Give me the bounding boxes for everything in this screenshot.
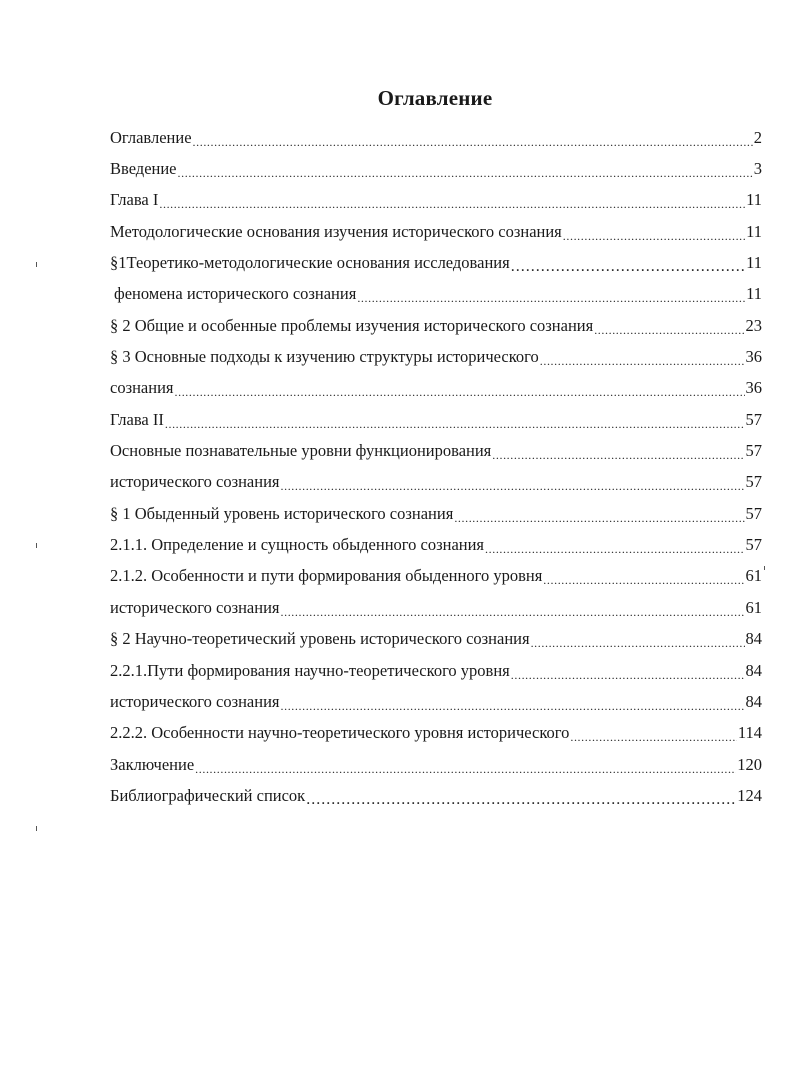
toc-entry-page: 84 [745, 691, 762, 711]
dot-leader [540, 350, 745, 370]
toc-entry-page: 124 [737, 785, 762, 805]
dot-leader [159, 193, 745, 213]
toc-entry-title: исторического сознания [110, 597, 280, 617]
toc-entry-title: Глава I [110, 190, 159, 210]
dot-leader [594, 319, 744, 339]
toc-entry-page: 61 [745, 597, 762, 617]
dot-leader [492, 444, 744, 464]
toc-entry-page: 36 [745, 378, 762, 398]
toc-entry [110, 592, 762, 623]
page-title: Оглавление [377, 86, 493, 110]
scan-artifact [36, 262, 37, 267]
toc-entry [110, 780, 762, 811]
dot-leader [195, 758, 736, 778]
toc-entry-title: исторического сознания [110, 691, 280, 711]
toc-entry-title: Основные познавательные уровни функционирования [110, 441, 492, 461]
dot-leader [357, 287, 745, 307]
toc-entry [110, 185, 762, 216]
toc-entry [110, 373, 762, 404]
toc-entry-title: 2.1.1. Определение и сущность обыденного сознания [110, 535, 485, 555]
toc-entry-page: 57 [745, 503, 762, 523]
toc-entry [110, 529, 762, 560]
toc-entry-page: 23 [745, 315, 762, 335]
toc-entry-title: исторического сознания [110, 472, 280, 492]
dot-leader [570, 726, 737, 746]
toc-entry [110, 216, 762, 247]
toc-entry-title: § 2 Общие и особенные проблемы изучения исторического сознания [110, 315, 594, 335]
toc-entry-page: 36 [745, 347, 762, 367]
toc-entry-page: 57 [745, 409, 762, 429]
toc-entry-title: сознания [110, 378, 174, 398]
toc-entry-page: 57 [745, 472, 762, 492]
toc-entry-title: 2.2.2. Особенности научно-теоретического уровня исторического [110, 723, 570, 743]
dot-leader [178, 162, 753, 182]
toc-entry [110, 153, 762, 184]
toc-entry-page: 57 [745, 535, 762, 555]
toc-entry-title: 2.1.2. Особенности и пути формирования обыденного уровня [110, 566, 543, 586]
dot-leader [531, 632, 745, 652]
dot-leader [306, 789, 736, 809]
toc-entry [110, 341, 762, 372]
toc-entry-page: 114 [737, 723, 762, 743]
toc-entry [110, 279, 762, 310]
toc-entry-page: 11 [746, 221, 762, 241]
dot-leader [193, 131, 753, 151]
toc-entry [110, 561, 762, 592]
toc-entry-page: 11 [746, 190, 762, 210]
toc-entry [110, 655, 762, 686]
toc-entry-page: 61 [745, 566, 762, 586]
toc-entry-title: Заключение [110, 754, 195, 774]
dot-leader [511, 664, 745, 684]
toc-entry-title: 2.2.1.Пути формирования научно-теоретического уровня [110, 660, 510, 680]
dot-leader [175, 381, 745, 401]
toc-entry-title: § 2 Научно-теоретический уровень исторического сознания [110, 629, 530, 649]
dot-leader [165, 413, 745, 433]
scan-artifact [36, 543, 37, 548]
toc-entry [110, 718, 762, 749]
dot-leader [454, 507, 744, 527]
toc-entry-title: Глава II [110, 409, 164, 429]
toc-entry [110, 122, 762, 153]
toc-entry [110, 467, 762, 498]
dot-leader [485, 538, 744, 558]
toc-entry [110, 310, 762, 341]
toc-entry-title: Библиографический список [110, 785, 306, 805]
dot-leader [543, 569, 744, 589]
toc-entry-title: §1Теоретико-методологические основания исследования [110, 253, 510, 273]
toc-entry [110, 749, 762, 780]
toc-entry-title: § 3 Основные подходы к изучению структуры исторического [110, 347, 539, 367]
dot-leader [281, 601, 745, 621]
toc-entry-page: 11 [746, 284, 762, 304]
toc-entry-title: Методологические основания изучения исторического сознания [110, 221, 562, 241]
toc-entry [110, 435, 762, 466]
table-of-contents [110, 122, 762, 812]
toc-entry-page: 2 [753, 127, 762, 147]
toc-entry-title: § 1 Обыденный уровень исторического сознания [110, 503, 454, 523]
toc-entry-page: 120 [737, 754, 762, 774]
toc-entry-page: 3 [753, 159, 762, 179]
toc-entry [110, 686, 762, 717]
dot-leader [511, 256, 745, 276]
dot-leader [563, 225, 745, 245]
toc-entry [110, 247, 762, 278]
toc-entry-title: Введение [110, 159, 177, 179]
toc-entry-page: 84 [745, 660, 762, 680]
toc-entry [110, 404, 762, 435]
toc-entry-page: 57 [745, 441, 762, 461]
dot-leader [281, 695, 745, 715]
dot-leader [281, 475, 745, 495]
toc-entry [110, 498, 762, 529]
toc-entry-title: Оглавление [110, 127, 192, 147]
toc-entry-page: 84 [745, 629, 762, 649]
toc-entry-title: феномена исторического сознания [114, 284, 357, 304]
toc-entry [110, 624, 762, 655]
scan-artifact [36, 826, 37, 831]
toc-entry-page: 11 [746, 253, 762, 273]
scan-artifact [764, 566, 765, 570]
